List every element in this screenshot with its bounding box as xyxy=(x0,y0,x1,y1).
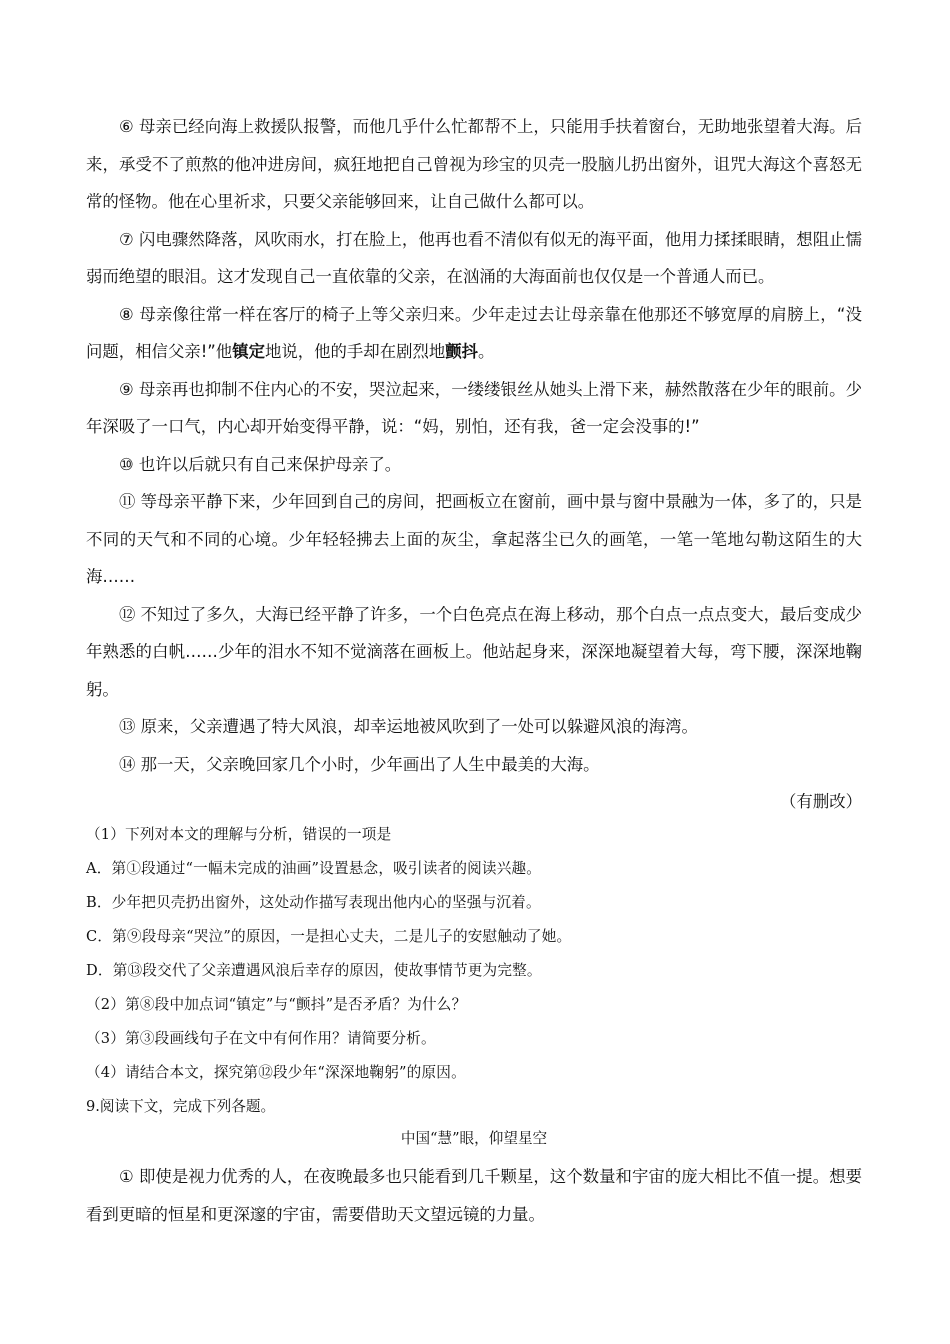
paragraph-7: ⑦ 闪电骤然降落，风吹雨水，打在脸上，他再也看不清似有似无的海平面，他用力揉揉眼睛，想阻止懦弱而绝望的眼泪。这才发现自己一直依靠的父亲，在汹涌的大海面前也仅仅是一个普通人而已。 xyxy=(86,229,862,286)
option-c: C．第⑨段母亲“哭泣”的原因，一是担心丈夫，二是儿子的安慰触动了她。 xyxy=(86,928,572,945)
paragraph-13: ⑬ 原来，父亲遭遇了特大风浪，却幸运地被风吹到了一处可以躲避风浪的海湾。 xyxy=(119,717,698,736)
question-9-heading: 9.阅读下文，完成下列各题。 xyxy=(86,1098,276,1115)
paragraph-8-part-a: ⑧ 母亲像往常一样在客厅的椅子上等父亲归来。少年走过去让母亲靠在他那还不够宽厚的肩膀上，“没问题，相信父亲!”他 xyxy=(86,304,862,361)
source-note: （有删改） xyxy=(780,792,862,811)
paragraph-8-part-b: 地说，他的手却在剧烈地 xyxy=(264,342,446,361)
article-paragraph-1: ① 即使是视力优秀的人，在夜晚最多也只能看到几千颗星，这个数量和宇宙的庞大相比不值一提。想要看到更暗的恒星和更深邃的宇宙，需要借助天文望远镜的力量。 xyxy=(86,1167,862,1224)
paragraph-14: ⑭ 那一天，父亲晚回家几个小时，少年画出了人生中最美的大海。 xyxy=(119,754,600,774)
emphasized-word-zhending: 镇定 xyxy=(232,342,265,361)
paragraph-11: ⑪ 等母亲平静下来，少年回到自己的房间，把画板立在窗前，画中景与窗中景融为一体，多了的，只是不同的天气和不同的心境。少年轻轻拂去上面的灰尘，拿起落尘已久的画笔，一笔一笔地勾勒这陌生的大海…… xyxy=(86,492,862,586)
paragraph-8-part-c: 。 xyxy=(478,342,495,361)
paragraph-12: ⑫ 不知过了多久，大海已经平静了许多，一个白色亮点在海上移动，那个白点一点点变大，最后变成少年熟悉的白帆……少年的泪水不知不觉滴落在画板上。他站起身来，深深地凝望着大每，弯下腰，深深地鞠躬。 xyxy=(86,604,862,699)
article-title: 中国“慧”眼，仰望星空 xyxy=(400,1130,548,1147)
story-passage xyxy=(86,108,862,821)
emphasized-word-chandou: 颤抖 xyxy=(445,342,479,361)
article-passage xyxy=(86,1158,862,1233)
question-1: （1）下列对本文的理解与分析，错误的一项是 xyxy=(86,826,392,843)
question-3: （3）第③段画线句子在文中有何作用？请简要分析。 xyxy=(86,1030,436,1047)
paragraph-9: ⑨ 母亲再也抑制不住内心的不安，哭泣起来，一缕缕银丝从她头上滑下来，赫然散落在少年的眼前。少年深吸了一口气，内心却开始变得平静，说：“妈，别怕，还有我，爸一定会没事的!” xyxy=(86,379,862,436)
paragraph-8 xyxy=(86,296,862,371)
question-4: （4）请结合本文，探究第⑫段少年“深深地鞠躬”的原因。 xyxy=(86,1064,466,1081)
question-list xyxy=(86,818,862,1124)
question-2: （2）第⑧段中加点词“镇定”与“颤抖”是否矛盾？为什么？ xyxy=(86,996,467,1013)
option-b: B．少年把贝壳扔出窗外，这处动作描写表现出他内心的坚强与沉着。 xyxy=(86,894,541,911)
paragraph-6: ⑥ 母亲已经向海上救援队报警，而他几乎什么忙都帮不上，只能用手扶着窗台，无助地张望着大海。后来，承受不了煎熬的他冲进房间，疯狂地把自己曾视为珍宝的贝壳一股脑儿扔出窗外，诅咒大海这个喜怒无常的怪物。他在心里祈求，只要父亲能够回来，让自己做什么都可以。 xyxy=(86,117,862,211)
option-a: A．第①段通过“一幅未完成的油画”设置悬念，吸引读者的阅读兴趣。 xyxy=(86,860,542,877)
option-d: D．第⑬段交代了父亲遭遇风浪后幸存的原因，使故事情节更为完整。 xyxy=(86,962,542,979)
paragraph-10: ⑩ 也许以后就只有自己来保护母亲了。 xyxy=(119,454,402,474)
